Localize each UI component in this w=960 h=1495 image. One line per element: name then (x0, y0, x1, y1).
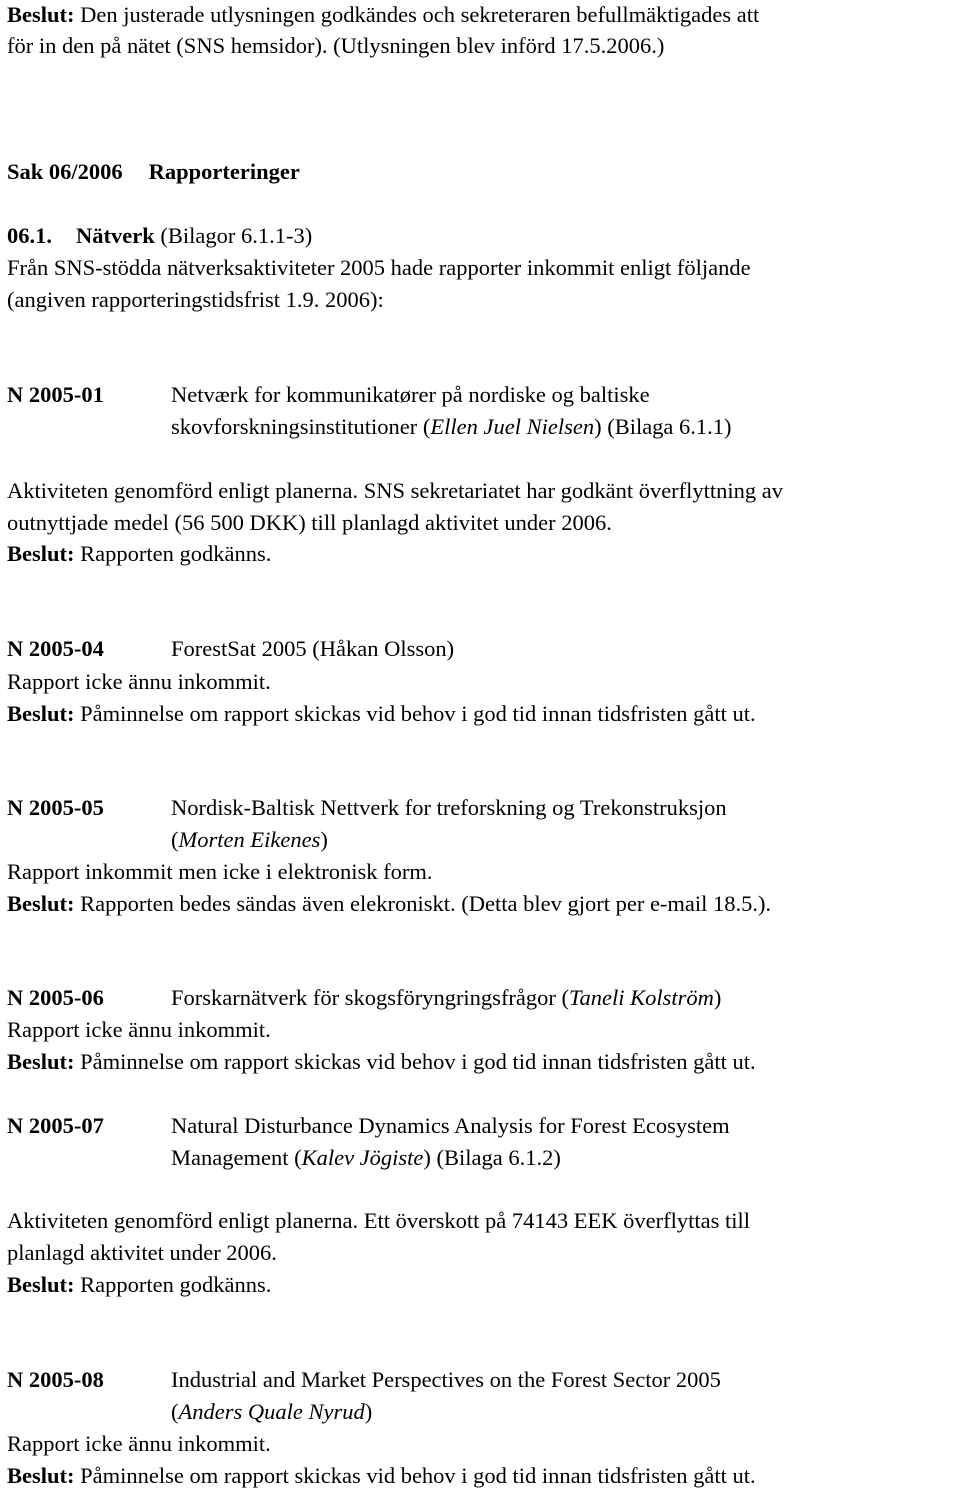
decision-text: Påminnelse om rapport skickas vid behov i god tid innan tidsfristen gått ut. (74, 1463, 756, 1488)
person-name: Taneli Kolström (569, 985, 714, 1010)
decision-text: Påminnelse om rapport skickas vid behov i god tid innan tidsfristen gått ut. (74, 701, 756, 726)
title-text: skovforskningsinstitutioner ( (171, 414, 431, 439)
entry-title-cont (171, 416, 732, 439)
title-text: Forskarnätverk för skogsföryngringsfrågor ( (171, 985, 570, 1010)
entry-body: Rapport icke ännu inkommit. (7, 1017, 271, 1042)
beslut-label: Beslut: (7, 1272, 75, 1297)
entry-body-cont: outnyttjade medel (56 500 DKK) till planlagd aktivitet under 2006. (7, 510, 612, 535)
section-name: Nätverk (76, 223, 155, 248)
entry-title-cont (171, 829, 328, 852)
decision-text: Påminnelse om rapport skickas vid behov i god tid innan tidsfristen gått ut. (74, 1049, 756, 1074)
title-text: ) (713, 985, 722, 1010)
entry-title (171, 987, 721, 1010)
entry-code: N 2005-06 (7, 985, 104, 1010)
title-text: Management ( (171, 1145, 302, 1170)
section-ref: (Bilagor 6.1.1-3) (154, 223, 313, 248)
entry-decision (7, 1274, 271, 1297)
entry-decision (7, 1465, 756, 1488)
person-name: Kalev Jögiste (301, 1145, 424, 1170)
entry-body: Aktiviteten genomförd enligt planerna. SNS sekretariatet har godkänt överflyttning av (7, 478, 784, 503)
entry-title: Natural Disturbance Dynamics Analysis for Forest Ecosystem (171, 1113, 730, 1138)
title-text: ) (320, 827, 328, 852)
intro-line-2: för in den på nätet (SNS hemsidor). (Utlysningen blev införd 17.5.2006.) (7, 33, 665, 58)
case-heading (7, 161, 300, 184)
beslut-label: Beslut: (7, 2, 75, 27)
entry-title: Industrial and Market Perspectives on the Forest Sector 2005 (171, 1367, 721, 1392)
decision-text: Rapporten godkänns. (74, 541, 272, 566)
title-text: ( (171, 1399, 179, 1424)
person-name: Ellen Juel Nielsen (430, 414, 595, 439)
beslut-label: Beslut: (7, 541, 75, 566)
intro-line-1 (7, 4, 759, 27)
beslut-label: Beslut: (7, 1463, 75, 1488)
entry-decision (7, 543, 271, 566)
entry-body: Rapport icke ännu inkommit. (7, 669, 271, 694)
intro-text: Den justerade utlysningen godkändes och sekreteraren befullmäktigades att (74, 2, 760, 27)
entry-decision (7, 893, 771, 916)
entry-body-cont: planlagd aktivitet under 2006. (7, 1240, 277, 1265)
decision-text: Rapporten bedes sändas även elekroniskt. (Detta blev gjort per e-mail 18.5.). (74, 891, 772, 916)
entry-code: N 2005-05 (7, 795, 104, 820)
section-number: 06.1. (7, 223, 52, 248)
beslut-label: Beslut: (7, 701, 75, 726)
person-name: Morten Eikenes (178, 827, 321, 852)
section-heading (7, 225, 312, 248)
entry-title: Nordisk-Baltisk Nettverk for treforskning og Trekonstruksjon (171, 795, 727, 820)
entry-code: N 2005-08 (7, 1367, 104, 1392)
entry-code: N 2005-07 (7, 1113, 104, 1138)
entry-decision (7, 703, 756, 726)
title-text: ) (Bilaga 6.1.2) (423, 1145, 561, 1170)
person-name: Anders Quale Nyrud (178, 1399, 365, 1424)
entry-body: Aktiviteten genomförd enligt planerna. Ett överskott på 74143 EEK överflyttas till (7, 1208, 750, 1233)
entry-code: N 2005-04 (7, 636, 104, 661)
entry-decision (7, 1051, 756, 1074)
section-text-line-1: Från SNS-stödda nätverksaktiviteter 2005 hade rapporter inkommit enligt följande (7, 255, 751, 280)
entry-body: Rapport icke ännu inkommit. (7, 1431, 271, 1456)
entry-title-cont (171, 1147, 561, 1170)
title-text: ) (364, 1399, 373, 1424)
decision-text: Rapporten godkänns. (74, 1272, 272, 1297)
entry-title: ForestSat 2005 (Håkan Olsson) (171, 636, 455, 661)
entry-title: Netværk for kommunikatører på nordiske og baltiske (171, 382, 650, 407)
entry-code: N 2005-01 (7, 382, 104, 407)
title-text: ) (Bilaga 6.1.1) (594, 414, 732, 439)
beslut-label: Beslut: (7, 1049, 75, 1074)
case-number: Sak 06/2006 (7, 159, 123, 184)
beslut-label: Beslut: (7, 891, 75, 916)
case-title: Rapporteringer (148, 159, 300, 184)
entry-body: Rapport inkommit men icke i elektronisk form. (7, 859, 433, 884)
section-text-line-2: (angiven rapporteringstidsfrist 1.9. 2006): (7, 287, 384, 312)
entry-title-cont (171, 1401, 372, 1424)
title-text: ( (171, 827, 179, 852)
